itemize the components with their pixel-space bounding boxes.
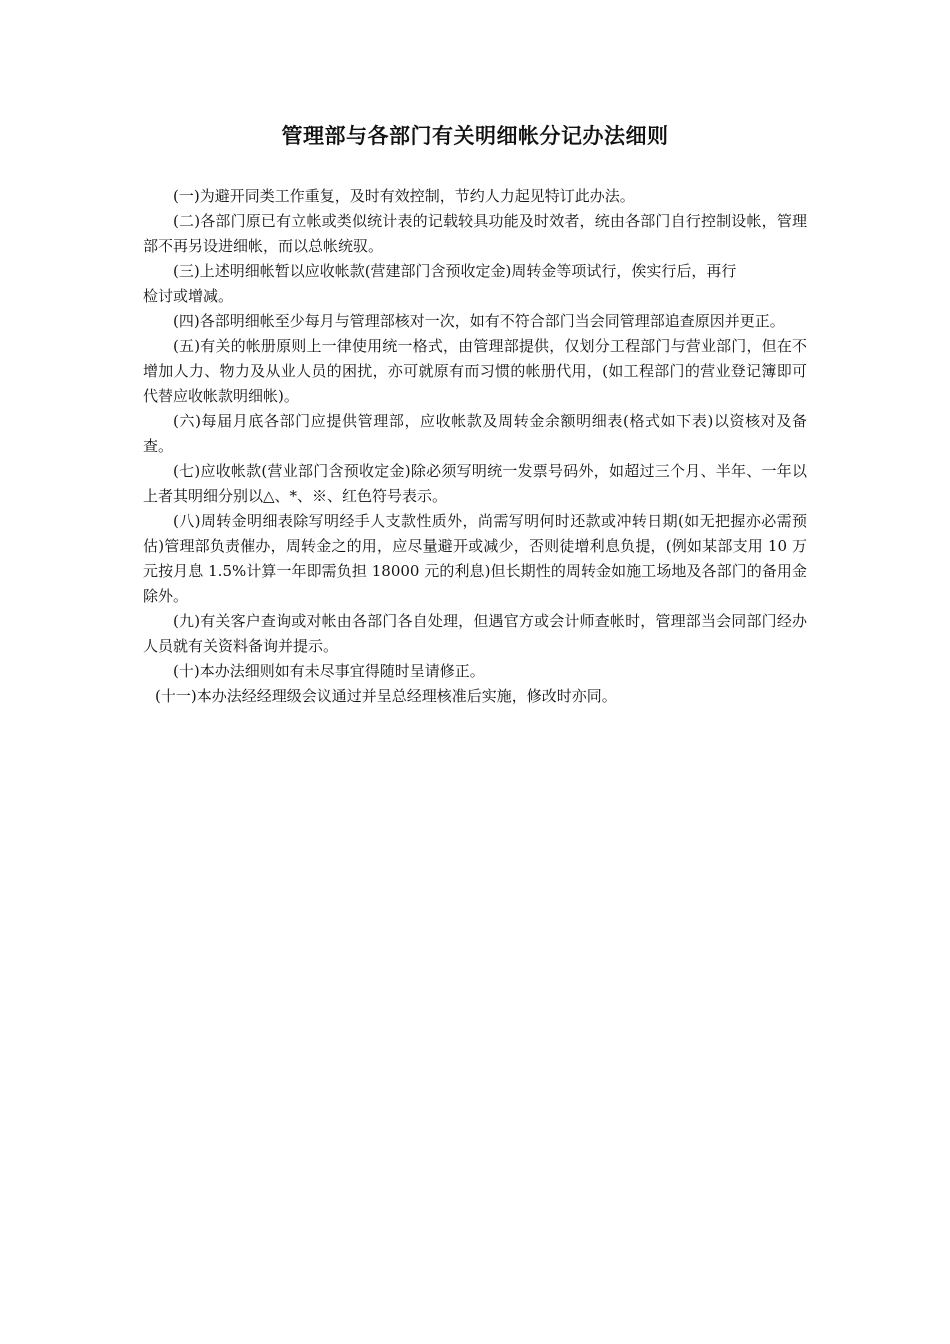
document-title: 管理部与各部门有关明细帐分记办法细则 [281, 124, 669, 148]
paragraph-3-continuation: 检讨或增减。 [143, 287, 234, 305]
paragraph-6: (六)每届月底各部门应提供管理部，应收帐款及周转金余额明细表(格式如下表)以资核对及备查。 [143, 412, 807, 455]
paragraph-9: (九)有关客户查询或对帐由各部门各自处理，但遇官方或会计师查帐时，管理部当会同部门经办人员就有关资料备询并提示。 [143, 612, 807, 655]
paragraph-4: (四)各部明细帐至少每月与管理部核对一次，如有不符合部门当会同管理部追查原因并更正。 [173, 312, 785, 330]
paragraph-11: (十一)本办法经经理级会议通过并呈总经理核准后实施，修改时亦同。 [155, 687, 617, 705]
paragraph-3: (三)上述明细帐暂以应收帐款(营建部门含预收定金)周转金等项试行，俟实行后，再行 [173, 262, 737, 280]
paragraph-10: (十)本办法细则如有未尽事宜得随时呈请修正。 [173, 662, 485, 680]
paragraph-1: (一)为避开同类工作重复，及时有效控制，节约人力起见特订此办法。 [173, 187, 635, 205]
paragraph-8: (八)周转金明细表除写明经手人支款性质外，尚需写明何时还款或冲转日期(如无把握亦必需预估)管理部负责催办，周转金之的用，应尽量避开或减少，否则徒增利息负提，(例如某部支用 10 万元按月息 1.5%计算一年即需负担 18000 元的利息)但长期性的周转金如施工场地及各部门的备用金除外。 [143, 512, 807, 605]
paragraph-2: (二)各部门原已有立帐或类似统计表的记载较具功能及时效者，统由各部门自行控制设帐，管理部不再另设进细帐，而以总帐统驭。 [143, 212, 807, 255]
paragraph-5: (五)有关的帐册原则上一律使用统一格式，由管理部提供，仅划分工程部门与营业部门，但在不增加人力、物力及从业人员的困扰，亦可就原有而习惯的帐册代用，(如工程部门的营业登记簿即可代替应收帐款明细帐)。 [143, 337, 807, 405]
paragraph-7: (七)应收帐款(营业部门含预收定金)除必须写明统一发票号码外，如超过三个月、半年、一年以上者其明细分别以△、*、※、红色符号表示。 [143, 462, 807, 505]
document-body [143, 122, 807, 709]
